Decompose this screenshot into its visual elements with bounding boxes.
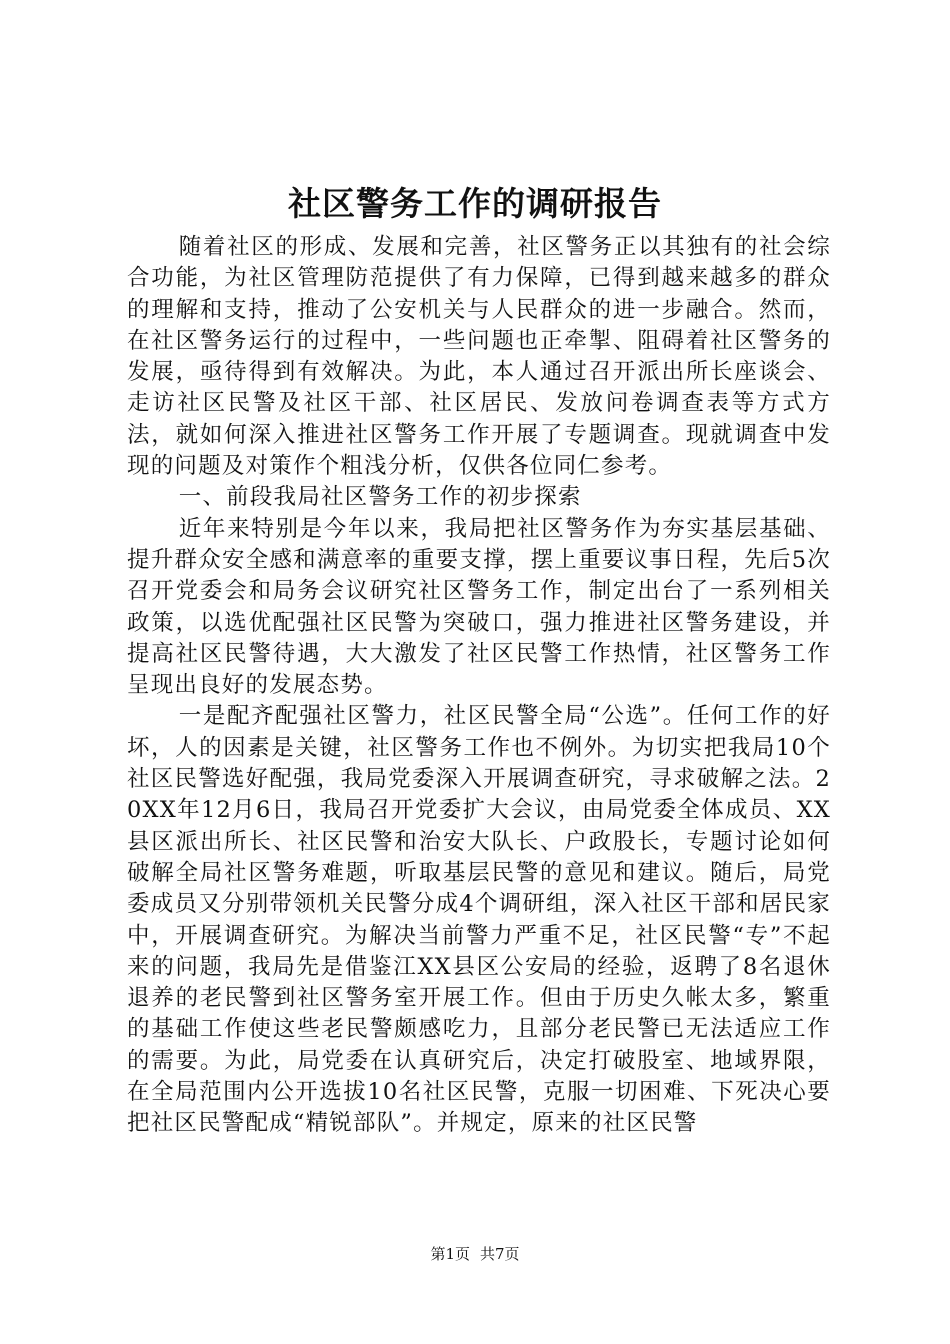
page-footer bbox=[0, 1244, 950, 1264]
page-number: 第1页 bbox=[430, 1245, 470, 1263]
page-total: 共7页 bbox=[480, 1245, 520, 1263]
document-body bbox=[127, 232, 831, 1140]
paragraph-intro: 随着社区的形成、发展和完善，社区警务正以其独有的社会综合功能，为社区管理防范提供了有力保障，已得到越来越多的群众的理解和支持，推动了公安机关与人民群众的进一步融合。然而，在社区警务运行的过程中，一些问题也正牵掣、阻碍着社区警务的发展，亟待得到有效解决。为此，本人通过召开派出所长座谈会、走访社区民警及社区干部、社区居民、发放问卷调查表等方式方法，就如何深入推进社区警务工作开展了专题调查。现就调查中发现的问题及对策作个粗浅分析，仅供各位同仁参考。 bbox=[127, 234, 831, 480]
paragraph-point-1: 一是配齐配强社区警力，社区民警全局“公选”。任何工作的好坏，人的因素是关键，社区警务工作也不例外。为切实把我局10个社区民警选好配强，我局党委深入开展调查研究，寻求破解之法。20XX年12月6日，我局召开党委扩大会议，由局党委全体成员、XX县区派出所长、社区民警和治安大队长、户政股长，专题讨论如何破解全局社区警务难题，听取基层民警的意见和建议。随后，局党委成员又分别带领机关民警分成4个调研组，深入社区干部和居民家中，开展调查研究。为解决当前警力严重不足，社区民警“专”不起来的问题，我局先是借鉴江XX县区公安局的经验，返聘了8名退休退养的老民警到社区警务室开展工作。但由于历史久帐太多，繁重的基础工作使这些老民警颇感吃力，且部分老民警已无法适应工作的需要。为此，局党委在认真研究后，决定打破股室、地域界限，在全局范围内公开选拔10名社区民警，克服一切困难、下死决心要把社区民警配成“精锐部队”。并规定，原来的社区民警 bbox=[127, 703, 831, 1137]
paragraph-section-1: 近年来特别是今年以来，我局把社区警务作为夯实基层基础、提升群众安全感和满意率的重要支撑，摆上重要议事日程，先后5次召开党委会和局务会议研究社区警务工作，制定出台了一系列相关政策，以选优配强社区民警为突破口，强力推进社区警务建设，并提高社区民警待遇，大大激发了社区民警工作热情，社区警务工作呈现出良好的发展态势。 bbox=[127, 515, 831, 699]
document-title: 社区警务工作的调研报告 bbox=[288, 184, 662, 223]
section-heading-1: 一、前段我局社区警务工作的初步探索 bbox=[178, 484, 582, 511]
